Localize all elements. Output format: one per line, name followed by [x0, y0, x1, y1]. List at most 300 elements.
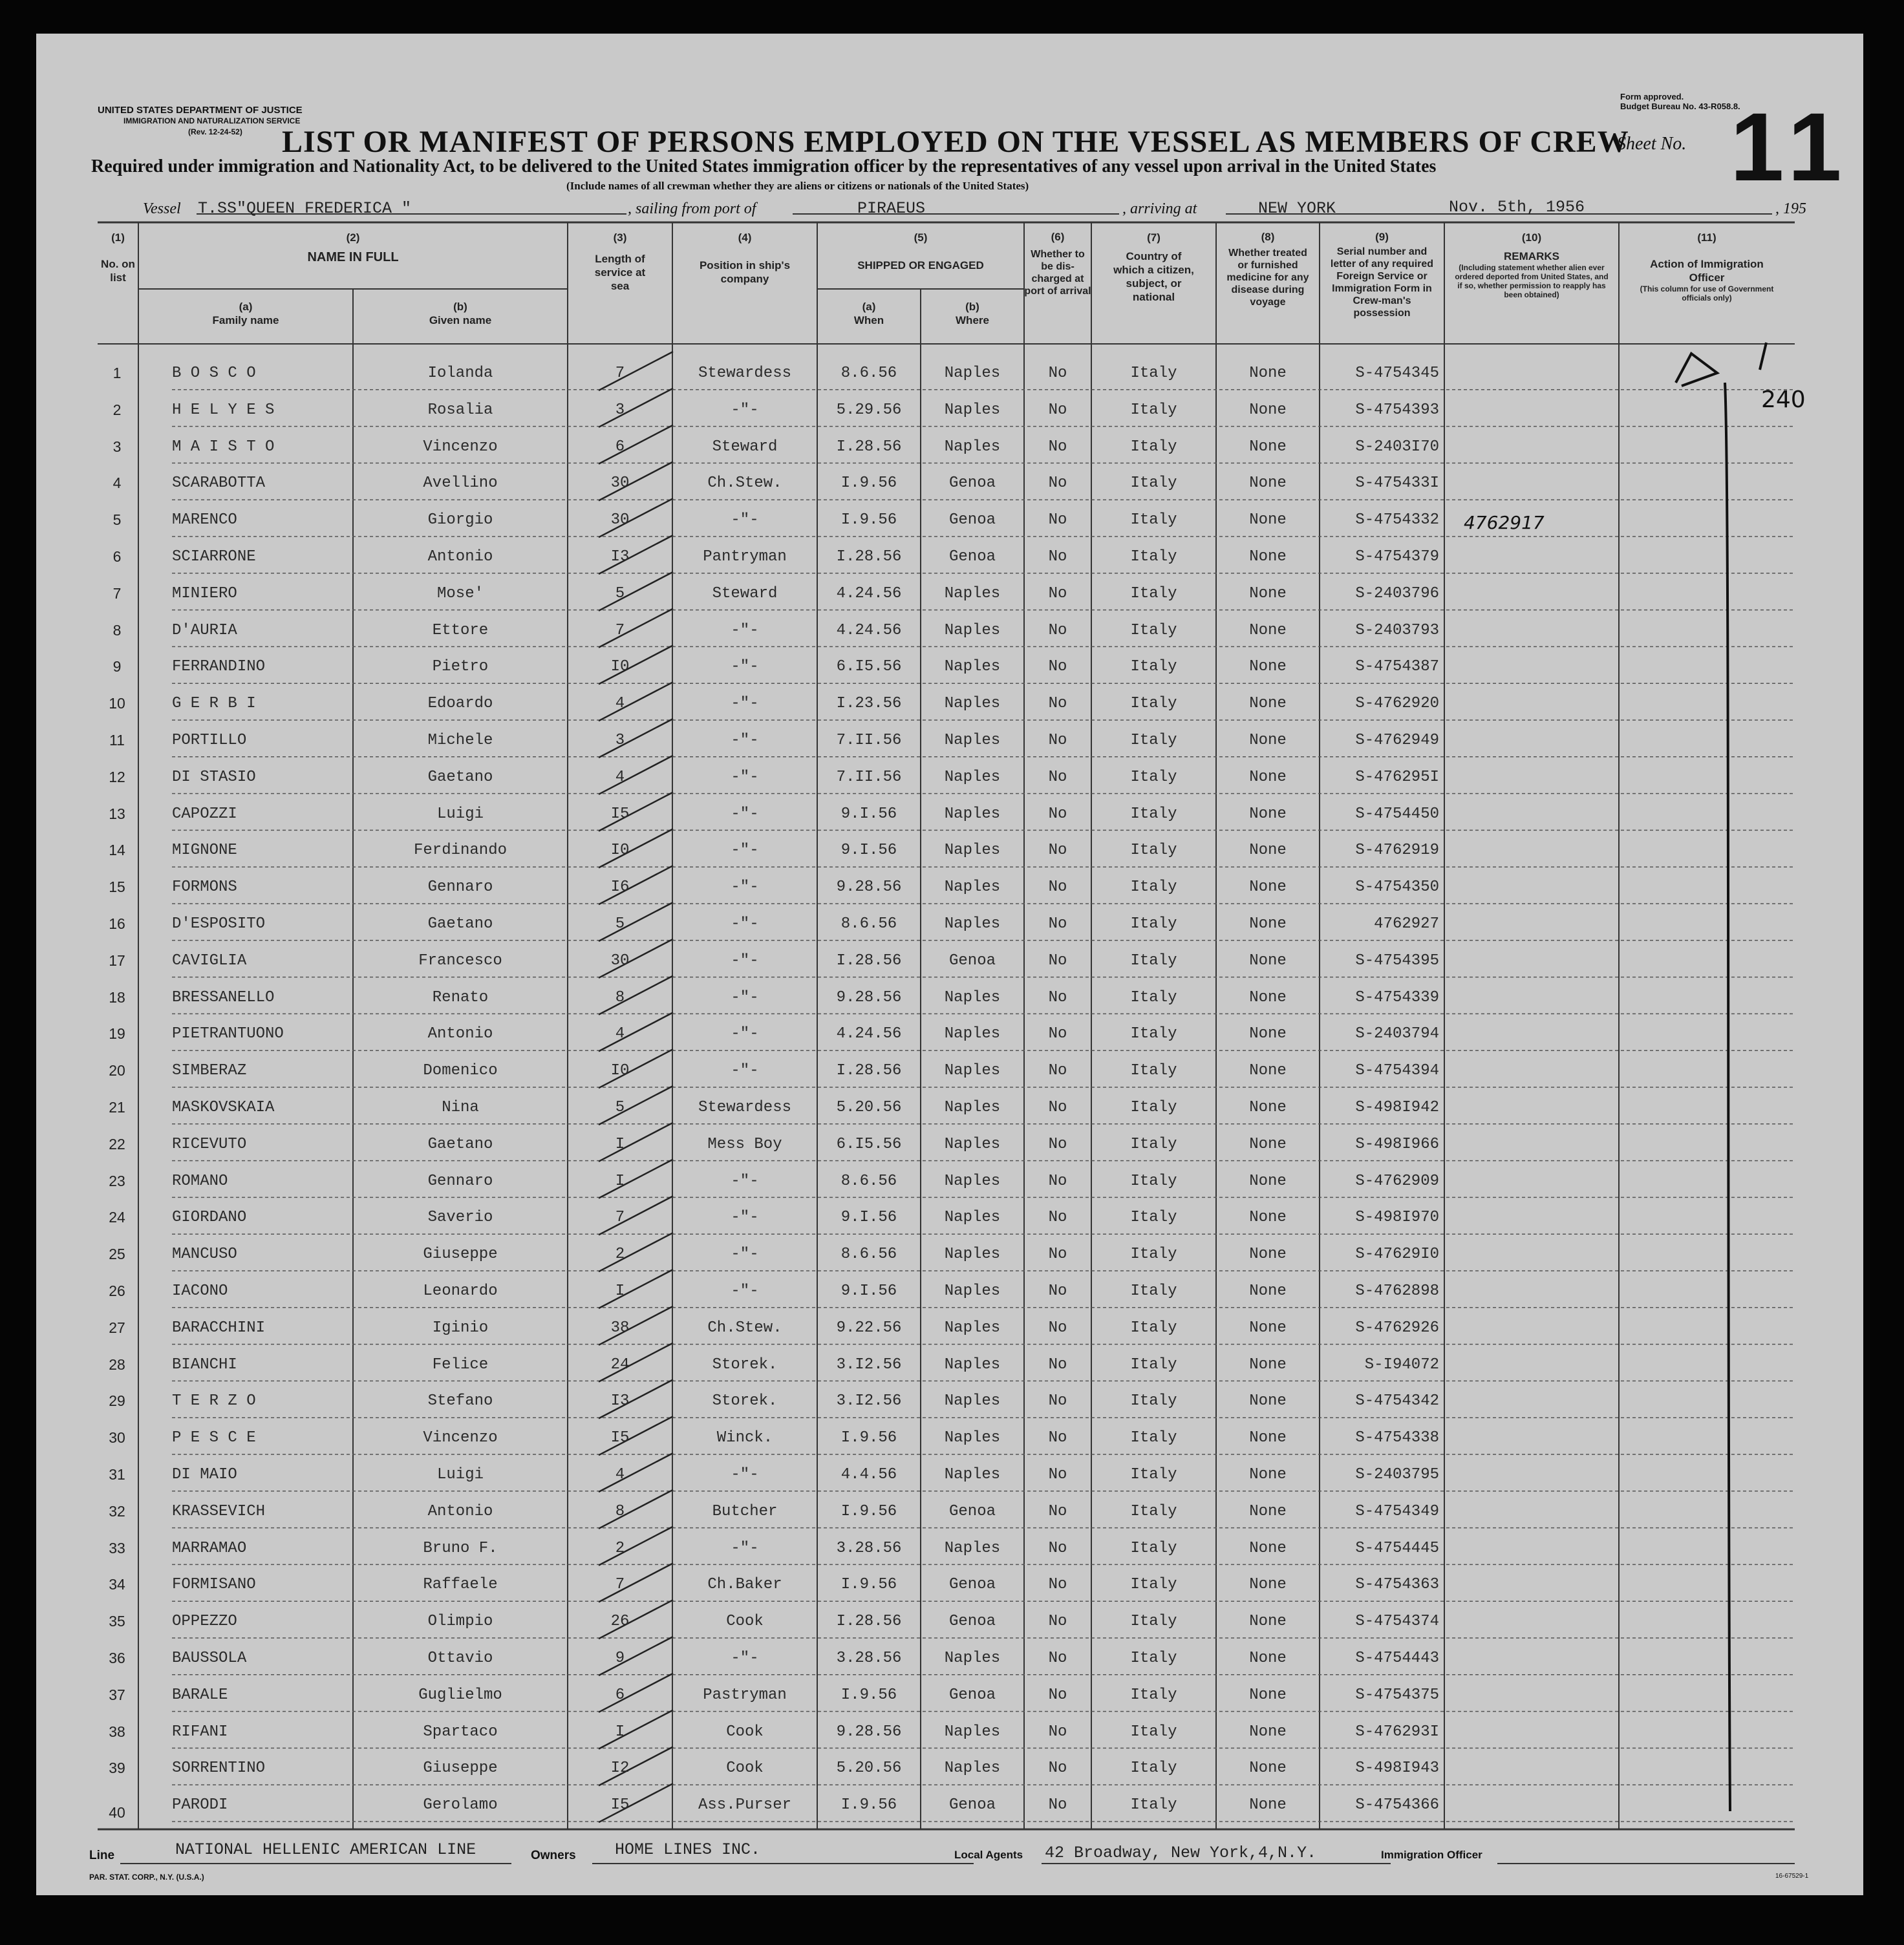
- serial-number-cell: S-4754445: [1355, 1539, 1439, 1557]
- manifest-sheet: [36, 34, 1863, 1895]
- given-name-cell: Iolanda: [427, 365, 493, 382]
- owners-label: Owners: [531, 1849, 576, 1862]
- medicine-cell: None: [1249, 621, 1287, 639]
- shipped-when-cell: I.28.56: [836, 548, 902, 566]
- col4-label: Position in ship's company: [699, 259, 791, 285]
- family-name-cell: ROMANO: [172, 1172, 228, 1190]
- col3-label: Length of service at sea: [594, 253, 646, 292]
- position-cell: -"-: [731, 658, 759, 676]
- given-name-cell: Antonio: [427, 548, 493, 566]
- country-cell: Italy: [1130, 1466, 1177, 1483]
- discharged-cell: No: [1048, 584, 1067, 602]
- serial-number-cell: 4762927: [1374, 915, 1439, 933]
- agents-value: 42 Broadway, New York,4,N.Y.: [1045, 1844, 1317, 1862]
- service-length-cell: 7: [615, 1209, 625, 1227]
- serial-number-cell: S-4754338: [1355, 1429, 1439, 1447]
- family-name-cell: D'AURIA: [172, 621, 237, 639]
- medicine-cell: None: [1249, 805, 1287, 823]
- col5-number: (5): [914, 231, 928, 244]
- shipped-when-cell: I.9.56: [840, 1502, 897, 1520]
- shipped-when-cell: 8.6.56: [840, 365, 897, 382]
- vessel-name: T.SS"QUEEN FREDERICA ": [198, 199, 412, 218]
- col1-header: [98, 231, 138, 284]
- discharged-cell: No: [1048, 1796, 1067, 1814]
- row-number: 9: [112, 658, 122, 675]
- country-cell: Italy: [1130, 1539, 1177, 1557]
- col2b-number: (b): [453, 301, 467, 313]
- given-name-cell: Ferdinando: [413, 842, 508, 860]
- country-cell: Italy: [1130, 1392, 1177, 1410]
- position-cell: Storek.: [712, 1355, 778, 1374]
- shipped-where-cell: Genoa: [948, 474, 996, 493]
- shipped-when-cell: 7.II.56: [836, 732, 902, 749]
- given-name-cell: Pietro: [432, 658, 489, 676]
- row-number: 24: [109, 1209, 125, 1226]
- service-length-cell: I0: [610, 658, 630, 676]
- medicine-cell: None: [1249, 1099, 1287, 1116]
- service-length-cell: I5: [610, 805, 630, 823]
- col2a-number: (a): [239, 301, 253, 313]
- medicine-cell: None: [1249, 511, 1287, 529]
- given-name-cell: Giuseppe: [423, 1759, 498, 1778]
- family-name-cell: SORRENTINO: [172, 1759, 266, 1778]
- position-cell: -"-: [731, 915, 759, 933]
- medicine-cell: None: [1249, 1025, 1287, 1043]
- discharged-cell: No: [1048, 658, 1067, 676]
- medicine-cell: None: [1249, 1723, 1287, 1741]
- shipped-when-cell: 8.6.56: [840, 1172, 897, 1190]
- officer-check-mark: [1676, 343, 1766, 1811]
- given-name-cell: Luigi: [436, 805, 484, 823]
- position-cell: -"-: [731, 805, 759, 823]
- family-name-cell: MINIERO: [172, 584, 237, 602]
- family-name-cell: BARALE: [172, 1686, 228, 1704]
- shipped-when-cell: I.28.56: [836, 951, 902, 970]
- shipped-where-cell: Naples: [944, 1025, 1001, 1043]
- shipped-where-cell: Genoa: [948, 1613, 996, 1631]
- service-length-cell: 2: [615, 1246, 625, 1264]
- service-length-cell: I: [615, 1723, 625, 1741]
- medicine-cell: None: [1249, 1650, 1287, 1667]
- position-cell: Butcher: [712, 1502, 778, 1520]
- row-number: 35: [109, 1613, 125, 1630]
- col8-number: (8): [1261, 231, 1275, 243]
- service-length-cell: I: [615, 1172, 625, 1190]
- position-cell: Storek.: [712, 1392, 778, 1410]
- row-number: 38: [109, 1723, 125, 1740]
- col5a-number: (a): [862, 301, 876, 313]
- family-name-cell: CAVIGLIA: [172, 951, 247, 970]
- country-cell: Italy: [1130, 658, 1177, 676]
- service-length-cell: 6: [615, 1686, 625, 1704]
- port-value: PIRAEUS: [857, 199, 926, 218]
- service-length-cell: 2: [615, 1539, 625, 1557]
- shipped-where-cell: Naples: [944, 1539, 1001, 1557]
- shipped-where-cell: Naples: [944, 1392, 1001, 1410]
- country-cell: Italy: [1130, 621, 1177, 639]
- country-cell: Italy: [1130, 951, 1177, 970]
- shipped-where-cell: Naples: [944, 1135, 1001, 1153]
- discharged-cell: No: [1048, 1466, 1067, 1483]
- col9-header: [1320, 231, 1444, 319]
- country-cell: Italy: [1130, 1062, 1177, 1080]
- discharged-cell: No: [1048, 438, 1067, 456]
- medicine-cell: None: [1249, 1796, 1287, 1814]
- given-name-cell: Olimpio: [427, 1613, 493, 1631]
- handwritten-remark: 4762917: [1464, 512, 1545, 533]
- sailing-label: , sailing from port of: [628, 200, 756, 217]
- position-cell: Mess Boy: [707, 1135, 782, 1153]
- row-number: 40: [109, 1804, 125, 1822]
- discharged-cell: No: [1048, 1392, 1067, 1410]
- serial-number-cell: S-4762926: [1355, 1319, 1439, 1337]
- shipped-when-cell: 5.29.56: [836, 401, 902, 419]
- shipped-when-cell: 8.6.56: [840, 915, 897, 933]
- shipped-where-cell: Naples: [944, 805, 1001, 823]
- service-length-cell: I: [615, 1282, 625, 1300]
- discharged-cell: No: [1048, 1650, 1067, 1667]
- shipped-when-cell: I.9.56: [840, 511, 897, 529]
- family-name-cell: SCARABOTTA: [172, 474, 266, 493]
- medicine-cell: None: [1249, 1502, 1287, 1520]
- shipped-where-cell: Genoa: [948, 1686, 996, 1704]
- family-name-cell: IACONO: [172, 1282, 228, 1300]
- col5a-header: [817, 300, 921, 327]
- service-length-cell: 4: [615, 695, 625, 713]
- given-name-cell: Francesco: [418, 951, 502, 970]
- row-number: 34: [109, 1576, 125, 1593]
- row-number: 22: [109, 1135, 125, 1153]
- family-name-cell: D'ESPOSITO: [172, 915, 266, 933]
- discharged-cell: No: [1048, 1135, 1067, 1153]
- medicine-cell: None: [1249, 584, 1287, 602]
- row-number: 11: [109, 732, 125, 749]
- discharged-cell: No: [1048, 1723, 1067, 1741]
- shipped-where-cell: Naples: [944, 768, 1001, 786]
- medicine-cell: None: [1249, 1319, 1287, 1337]
- position-cell: -"-: [731, 878, 759, 897]
- discharged-cell: No: [1048, 1576, 1067, 1594]
- given-name-cell: Saverio: [427, 1209, 493, 1227]
- country-cell: Italy: [1130, 1723, 1177, 1741]
- service-length-cell: 8: [615, 1502, 625, 1520]
- shipped-when-cell: 3.28.56: [836, 1650, 902, 1667]
- serial-number-cell: S-4762898: [1355, 1282, 1439, 1300]
- position-cell: Ch.Baker: [707, 1576, 782, 1594]
- col8-label: Whether treated or furnished medicine for any disease during voyage: [1226, 248, 1309, 308]
- serial-number-cell: S-4754366: [1355, 1796, 1439, 1814]
- given-name-cell: Iginio: [432, 1319, 489, 1337]
- given-name-cell: Renato: [432, 988, 489, 1006]
- col6-label: Whether to be dis-charged at port of arrival: [1024, 249, 1091, 297]
- medicine-cell: None: [1249, 1759, 1287, 1778]
- form-approved: Form approved.: [1620, 92, 1684, 101]
- shipped-where-cell: Naples: [944, 1650, 1001, 1667]
- country-cell: Italy: [1130, 1099, 1177, 1116]
- given-name-cell: Gaetano: [427, 915, 493, 933]
- row-number: 4: [112, 474, 122, 492]
- col5-header: [817, 231, 1024, 272]
- given-name-cell: Gennaro: [427, 1172, 493, 1190]
- discharged-cell: No: [1048, 695, 1067, 713]
- service-length-cell: 5: [615, 915, 625, 933]
- medicine-cell: None: [1249, 732, 1287, 749]
- row-number: 16: [109, 915, 125, 932]
- discharged-cell: No: [1048, 988, 1067, 1006]
- family-name-cell: PARODI: [172, 1796, 228, 1814]
- row-number: 32: [109, 1502, 125, 1520]
- service-length-cell: 30: [610, 951, 630, 970]
- position-cell: -"-: [731, 1650, 759, 1667]
- given-name-cell: Domenico: [423, 1062, 498, 1080]
- medicine-cell: None: [1249, 1686, 1287, 1704]
- service-length-cell: I5: [610, 1796, 630, 1814]
- serial-number-cell: S-2403796: [1355, 584, 1439, 602]
- row-number: 17: [109, 951, 125, 969]
- family-name-cell: PIETRANTUONO: [172, 1025, 284, 1043]
- discharged-cell: No: [1048, 1172, 1067, 1190]
- medicine-cell: None: [1249, 548, 1287, 566]
- col9-number: (9): [1375, 231, 1389, 243]
- serial-number-cell: S-4754387: [1355, 658, 1439, 676]
- position-cell: Cook: [726, 1759, 764, 1778]
- col6-number: (6): [1051, 231, 1065, 243]
- shipped-where-cell: Naples: [944, 1246, 1001, 1264]
- medicine-cell: None: [1249, 768, 1287, 786]
- discharged-cell: No: [1048, 621, 1067, 639]
- position-cell: Ch.Stew.: [707, 474, 782, 493]
- service-length-cell: I6: [610, 878, 630, 897]
- col11-label: Action of Immigration Officer: [1650, 258, 1764, 284]
- country-cell: Italy: [1130, 511, 1177, 529]
- shipped-where-cell: Naples: [944, 988, 1001, 1006]
- shipped-where-cell: Naples: [944, 365, 1001, 382]
- given-name-cell: Ottavio: [427, 1650, 493, 1667]
- medicine-cell: None: [1249, 1282, 1287, 1300]
- col5a-label: When: [853, 314, 884, 326]
- shipped-when-cell: 4.24.56: [836, 584, 902, 602]
- shipped-when-cell: 9.22.56: [836, 1319, 902, 1337]
- position-cell: Steward: [712, 584, 778, 602]
- medicine-cell: None: [1249, 915, 1287, 933]
- position-cell: -"-: [731, 621, 759, 639]
- family-name-cell: FERRANDINO: [172, 658, 266, 676]
- shipped-when-cell: 9.28.56: [836, 1723, 902, 1741]
- shipped-where-cell: Naples: [944, 658, 1001, 676]
- service-length-cell: 7: [615, 621, 625, 639]
- arriving-label: , arriving at: [1122, 200, 1197, 217]
- col10-header: [1444, 231, 1619, 299]
- col2-header: [138, 231, 568, 264]
- discharged-cell: No: [1048, 915, 1067, 933]
- family-name-cell: BIANCHI: [172, 1355, 237, 1374]
- vessel-label: Vessel: [143, 200, 181, 217]
- discharged-cell: No: [1048, 1502, 1067, 1520]
- serial-number-cell: S-4754350: [1355, 878, 1439, 897]
- discharged-cell: No: [1048, 1429, 1067, 1447]
- row-number: 19: [109, 1025, 125, 1043]
- serial-number-cell: S-4754363: [1355, 1576, 1439, 1594]
- discharged-cell: No: [1048, 1355, 1067, 1374]
- shipped-when-cell: 4.4.56: [840, 1466, 897, 1483]
- position-cell: Steward: [712, 438, 778, 456]
- given-name-cell: Raffaele: [423, 1576, 498, 1594]
- discharged-cell: No: [1048, 1025, 1067, 1043]
- discharged-cell: No: [1048, 401, 1067, 419]
- col11-number: (11): [1697, 231, 1717, 244]
- medicine-cell: None: [1249, 1062, 1287, 1080]
- discharged-cell: No: [1048, 1686, 1067, 1704]
- shipped-where-cell: Naples: [944, 1355, 1001, 1374]
- shipped-where-cell: Naples: [944, 842, 1001, 860]
- position-cell: -"-: [731, 401, 759, 419]
- service-length-cell: 8: [615, 988, 625, 1006]
- row-number: 2: [112, 401, 122, 418]
- row-number: 25: [109, 1246, 125, 1263]
- service-length-cell: I2: [610, 1759, 630, 1778]
- medicine-cell: None: [1249, 401, 1287, 419]
- country-cell: Italy: [1130, 548, 1177, 566]
- shipped-when-cell: 5.20.56: [836, 1099, 902, 1116]
- col10-note: (Including statement whether alien ever ordered deported from United States, and if so, whether permission to reapply has been obtained): [1455, 263, 1609, 299]
- col7-label: Country of which a citizen, subject, or national: [1113, 250, 1194, 303]
- country-cell: Italy: [1130, 1796, 1177, 1814]
- service-length-cell: 5: [615, 1099, 625, 1116]
- serial-number-cell: S-4754393: [1355, 401, 1439, 419]
- serial-number-cell: S-4754374: [1355, 1613, 1439, 1631]
- given-name-cell: Gerolamo: [423, 1796, 498, 1814]
- line-label: Line: [89, 1849, 115, 1862]
- row-number: 20: [109, 1062, 125, 1079]
- shipped-when-cell: 8.6.56: [840, 1246, 897, 1264]
- budget-bureau: Budget Bureau No. 43-R058.8.: [1620, 101, 1740, 111]
- row-number: 13: [109, 805, 125, 822]
- shipped-where-cell: Naples: [944, 621, 1001, 639]
- medicine-cell: None: [1249, 1172, 1287, 1190]
- serial-number-cell: S-4762920: [1355, 695, 1439, 713]
- shipped-where-cell: Naples: [944, 438, 1001, 456]
- service-length-cell: 24: [610, 1355, 630, 1374]
- col5b-header: [921, 300, 1024, 327]
- discharged-cell: No: [1048, 1759, 1067, 1778]
- country-cell: Italy: [1130, 1613, 1177, 1631]
- col4-header: [672, 231, 817, 286]
- discharged-cell: No: [1048, 1319, 1067, 1337]
- shipped-when-cell: I.9.56: [840, 1796, 897, 1814]
- row-number: 15: [109, 878, 125, 896]
- manifest-subtitle: Required under immigration and Nationality Act, to be delivered to the United States immigration officer by the representatives of any vessel upon arrival in the United States: [91, 156, 1437, 176]
- shipped-when-cell: 6.I5.56: [836, 658, 902, 676]
- medicine-cell: None: [1249, 988, 1287, 1006]
- given-name-cell: Gaetano: [427, 768, 493, 786]
- discharged-cell: No: [1048, 951, 1067, 970]
- row-number: 33: [109, 1539, 125, 1557]
- shipped-when-cell: I.9.56: [840, 474, 897, 493]
- given-name-cell: Antonio: [427, 1502, 493, 1520]
- serial-number-cell: S-498I942: [1355, 1099, 1439, 1116]
- row-number: 31: [109, 1466, 125, 1483]
- family-name-cell: BAUSSOLA: [172, 1650, 247, 1667]
- service-length-cell: 7: [615, 365, 625, 382]
- service-length-cell: 9: [615, 1650, 625, 1667]
- owners-underline: [592, 1863, 974, 1864]
- position-cell: -"-: [731, 732, 759, 749]
- family-name-cell: B O S C O: [172, 365, 256, 382]
- position-cell: Stewardess: [698, 365, 792, 382]
- family-name-cell: FORMISANO: [172, 1576, 256, 1594]
- position-cell: Stewardess: [698, 1099, 792, 1116]
- service-length-cell: 30: [610, 474, 630, 493]
- medicine-cell: None: [1249, 1209, 1287, 1227]
- position-cell: Pantryman: [703, 548, 787, 566]
- position-cell: -"-: [731, 1466, 759, 1483]
- shipped-where-cell: Naples: [944, 1062, 1001, 1080]
- position-cell: -"-: [731, 768, 759, 786]
- family-name-cell: M A I S T O: [172, 438, 275, 456]
- country-cell: Italy: [1130, 474, 1177, 493]
- printer-credit: PAR. STAT. CORP., N.Y. (U.S.A.): [89, 1873, 204, 1882]
- serial-number-cell: S-4754379: [1355, 548, 1439, 566]
- line-value: NATIONAL HELLENIC AMERICAN LINE: [175, 1840, 476, 1859]
- given-name-cell: Ettore: [432, 621, 489, 639]
- family-name-cell: MIGNONE: [172, 842, 237, 860]
- shipped-when-cell: 3.28.56: [836, 1539, 902, 1557]
- shipped-where-cell: Genoa: [948, 951, 996, 970]
- position-cell: Pastryman: [703, 1686, 787, 1704]
- form-revision: (Rev. 12-24-52): [188, 127, 242, 136]
- discharged-cell: No: [1048, 1062, 1067, 1080]
- shipped-where-cell: Genoa: [948, 548, 996, 566]
- country-cell: Italy: [1130, 988, 1177, 1006]
- position-cell: -"-: [731, 842, 759, 860]
- shipped-where-cell: Naples: [944, 878, 1001, 897]
- position-cell: -"-: [731, 1025, 759, 1043]
- service-length-cell: I0: [610, 1062, 630, 1080]
- shipped-where-cell: Naples: [944, 732, 1001, 749]
- position-cell: -"-: [731, 511, 759, 529]
- col7-header: [1091, 231, 1216, 304]
- family-name-cell: GIORDANO: [172, 1209, 247, 1227]
- country-cell: Italy: [1130, 1209, 1177, 1227]
- given-name-cell: Avellino: [423, 474, 498, 493]
- country-cell: Italy: [1130, 1355, 1177, 1374]
- officer-underline: [1497, 1863, 1795, 1864]
- agents-label: Local Agents: [954, 1849, 1023, 1861]
- form-code: 16-67529-1: [1775, 1873, 1809, 1880]
- serial-number-cell: S-498I970: [1355, 1209, 1439, 1227]
- family-name-cell: P E S C E: [172, 1429, 256, 1447]
- service-length-cell: I3: [610, 548, 630, 566]
- discharged-cell: No: [1048, 732, 1067, 749]
- col5b-label: Where: [956, 314, 989, 326]
- col2-label: NAME IN FULL: [307, 250, 399, 264]
- col9-label: Serial number and letter of any required Foreign Service or Immigration Form in Crew-man's possession: [1330, 246, 1434, 319]
- family-name-cell: CAPOZZI: [172, 805, 237, 823]
- shipped-when-cell: 9.I.56: [840, 1282, 897, 1300]
- medicine-cell: None: [1249, 474, 1287, 493]
- serial-number-cell: S-4754342: [1355, 1392, 1439, 1410]
- service-length-cell: 38: [610, 1319, 630, 1337]
- shipped-where-cell: Naples: [944, 1429, 1001, 1447]
- serial-number-cell: S-476295I: [1355, 768, 1439, 786]
- shipped-when-cell: 6.I5.56: [836, 1135, 902, 1153]
- medicine-cell: None: [1249, 1392, 1287, 1410]
- given-name-cell: Bruno F.: [423, 1539, 498, 1557]
- position-cell: Cook: [726, 1723, 764, 1741]
- position-cell: -"-: [731, 988, 759, 1006]
- service-length-cell: 4: [615, 768, 625, 786]
- position-cell: -"-: [731, 1209, 759, 1227]
